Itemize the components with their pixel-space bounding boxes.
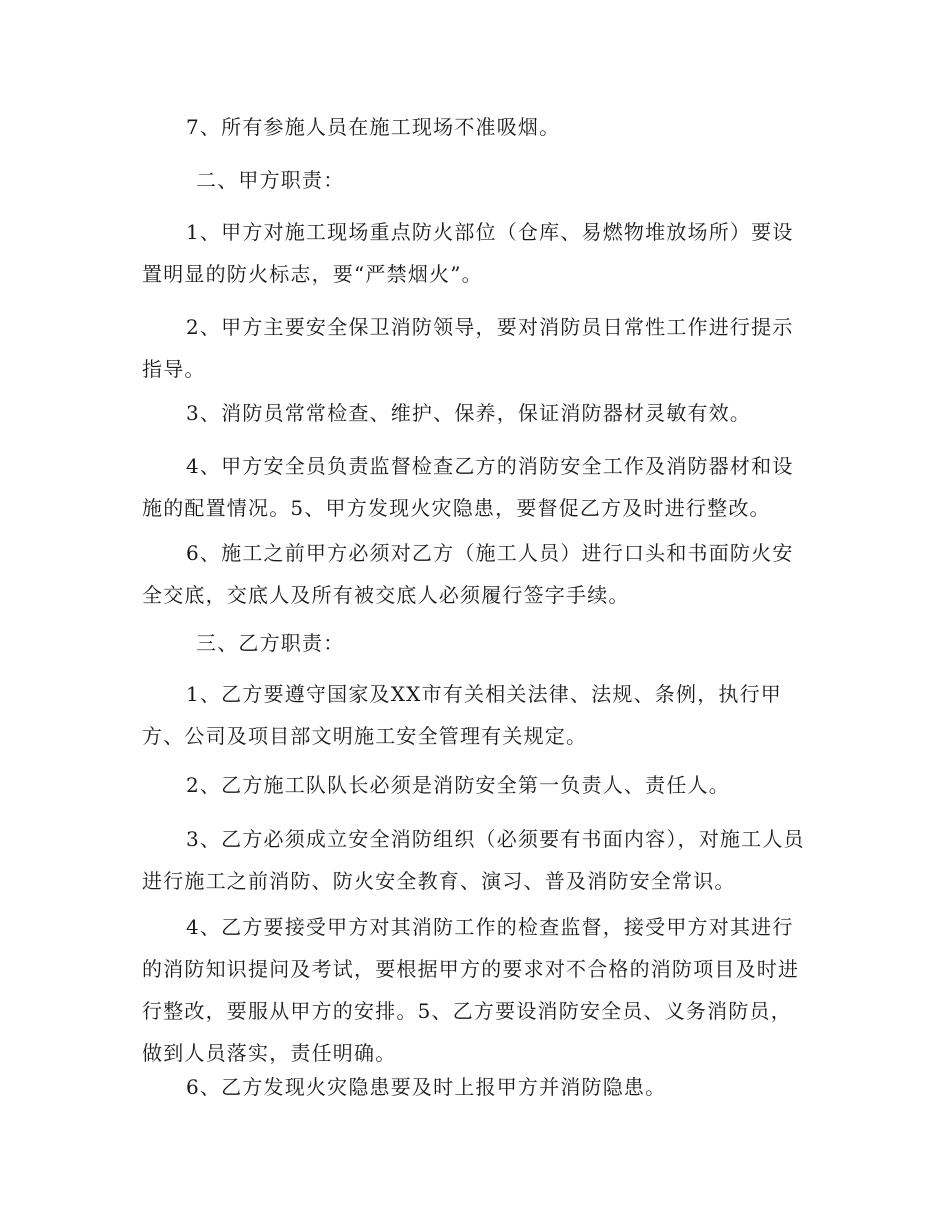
party-b-item-1: 1、乙方要遵守国家及XX市有关相关法律、法规、条例，执行甲方、公司及项目部文明施工安全管理有关规定。 [142, 682, 783, 748]
party-a-item-2: 2、甲方主要安全保卫消防领导，要对消防员日常性工作进行提示指导。 [142, 315, 794, 381]
party-a-item-1: 1、甲方对施工现场重点防火部位（仓库、易燃物堆放场所）要设置明显的防火标志，要“严禁烟火”。 [142, 220, 794, 286]
party-b-item-3: 3、乙方必须成立安全消防组织（必须要有书面内容），对施工人员进行施工之前消防、防火安全教育、演习、普及消防安全常识。 [142, 827, 805, 893]
item-7-no-smoking: 7、所有参施人员在施工现场不准吸烟。 [186, 115, 561, 139]
section-heading-party-b: 三、乙方职责： [196, 631, 345, 655]
party-a-item-4-5: 4、甲方安全员负责监督检查乙方的消防安全工作及消防器材和设施的配置情况。5、甲方发现火灾隐患，要督促乙方及时进行整改。 [142, 454, 794, 520]
party-b-item-6: 6、乙方发现火灾隐患要及时上报甲方并消防隐患。 [186, 1075, 667, 1099]
party-b-item-4-5: 4、乙方要接受甲方对其消防工作的检查监督，接受甲方对其进行的消防知识提问及考试，要根据甲方的要求对不合格的消防项目及时进行整改，要服从甲方的安排。5、乙方要设消防安全员、义务消防员，做到人员落实，责任明确。 [142, 915, 800, 1065]
party-b-item-2: 2、乙方施工队队长必须是消防安全第一负责人、责任人。 [186, 773, 730, 797]
party-a-item-3: 3、消防员常常检查、维护、保养，保证消防器材灵敏有效。 [186, 401, 752, 425]
section-heading-party-a: 二、甲方职责： [196, 168, 345, 192]
party-a-item-6: 6、施工之前甲方必须对乙方（施工人员）进行口头和书面防火安全交底，交底人及所有被交底人必须履行签字手续。 [142, 541, 794, 607]
